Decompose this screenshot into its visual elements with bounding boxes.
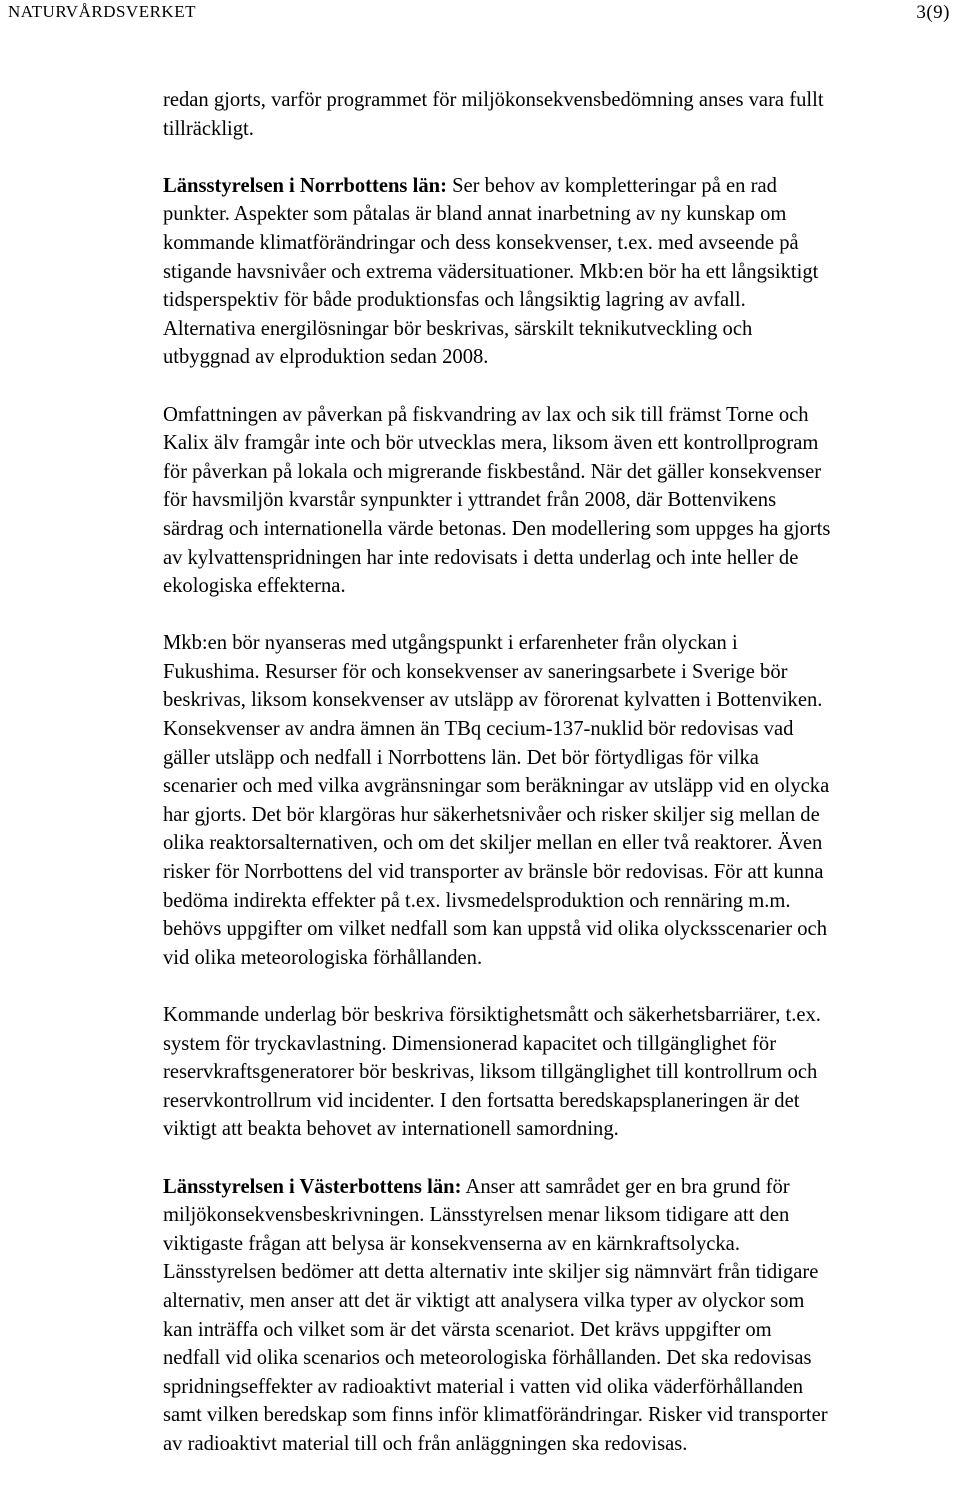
text-line: behövs uppgifter om vilket nedfall som kan uppstå vid olika olycksscenarier och [163, 918, 827, 941]
text-line: Alternativa energilösningar bör beskrivas, särskilt teknikutveckling och [163, 317, 753, 340]
text-line: ekologiska effekterna. [163, 575, 346, 598]
text-line: miljökonsekvensbeskrivningen. Länsstyrelsen menar liksom tidigare att den [163, 1204, 790, 1227]
text-line: för påverkan på lokala och migrerande fiskbestånd. När det gäller konsekvenser [163, 460, 822, 483]
text-line: särdrag och internationella värde betonas. Den modellering som uppges ha gjorts [163, 517, 831, 540]
text-line: samt vilken beredskap som finns inför klimatförändringar. Risker vid transporter [163, 1404, 828, 1427]
text-line: har gjorts. Det bör klargöras hur säkerhetsnivåer och risker skiljer sig mellan de [163, 803, 820, 826]
text-line: Mkb:en bör nyanseras med utgångspunkt i erfarenheter från olyckan i [163, 632, 738, 655]
text-line: nedfall vid olika scenarios och meteorologiska förhållanden. Det ska redovisas [163, 1347, 812, 1370]
text-line: tidsperspektiv för både produktionsfas och långsiktig lagring av avfall. [163, 289, 746, 312]
agency-name: NATURVÅRDSVERKET [8, 2, 196, 21]
text-line: spridningseffekter av radioaktivt material i vatten vid olika väderförhållanden [163, 1375, 804, 1398]
text-line: Länsstyrelsen bedömer att detta alternativ inte skiljer sig nämnvärt från tidigare [163, 1261, 819, 1284]
text-line: viktigt att beakta behovet av internationell samordning. [163, 1118, 619, 1141]
paragraph [163, 1001, 955, 1144]
text-line: risker för Norrbottens del vid transporter av bränsle bör redovisas. För att kunna [163, 861, 824, 884]
text-line: vid olika meteorologiska förhållanden. [163, 946, 483, 969]
text-line: utbyggnad av elproduktion sedan 2008. [163, 346, 489, 369]
text-line: redan gjorts, varför programmet för miljökonsekvensbedömning anses vara fullt [163, 89, 824, 111]
text-line: av kylvattenspridningen har inte redovisats i detta underlag och inte heller de [163, 546, 799, 569]
text-line: alternativ, men anser att det är viktigt att analysera vilka typer av olyckor som [163, 1289, 805, 1312]
paragraph-vasterbotten [163, 1173, 955, 1459]
text-line: olika reaktorsalternativen, och om det skiljer mellan en eller två reaktorer. Även [163, 832, 823, 855]
text-line: reservkontrollrum vid incidenter. I den fortsatta beredskapsplaneringen är det [163, 1089, 800, 1112]
paragraph [163, 86, 955, 143]
text-line: kan inträffa och vilket som är det värsta scenariot. Det krävs uppgifter om [163, 1318, 772, 1341]
text-line [163, 1173, 955, 1202]
text-line: reservkraftsgeneratorer bör beskrivas, liksom tillgänglighet till kontrollrum och [163, 1061, 818, 1084]
text-line: viktigaste frågan att belysa är konsekvenserna av en kärnkraftsolycka. [163, 1232, 740, 1255]
page-number: 3(9) [916, 2, 950, 23]
text-run: Ser behov av kompletteringar på en rad [446, 174, 777, 197]
text-run: Anser att samrådet ger en bra grund för [461, 1175, 790, 1198]
text-line: Kalix älv framgår inte och bör utvecklas mera, liksom även ett kontrollprogram [163, 432, 819, 455]
text-line: punkter. Aspekter som påtalas är bland annat inarbetning av ny kunskap om [163, 203, 787, 226]
text-line: Omfattningen av påverkan på fiskvandring av lax och sik till främst Torne och [163, 403, 809, 426]
text-line: av radioaktivt material till och från anläggningen ska redovisas. [163, 1432, 688, 1455]
text-line: scenarier och med vilka avgränsningar som beräkningar av utsläpp vid en olycka [163, 775, 830, 798]
paragraph-norrbotten [163, 172, 955, 372]
text-line: stigande havsnivåer och extrema vädersituationer. Mkb:en bör ha ett långsiktigt [163, 260, 819, 283]
paragraph [163, 401, 955, 601]
text-line: Kommande underlag bör beskriva försiktighetsmått och säkerhetsbarriärer, t.ex. [163, 1004, 821, 1026]
text-line: gäller utsläpp och nedfall i Norrbottens län. Det bör förtydligas för vilka [163, 746, 759, 769]
organization-heading: Länsstyrelsen i Västerbottens län: [163, 1175, 462, 1198]
text-line: beskrivas, liksom konsekvenser av utsläpp av förorenat kylvatten i Bottenviken. [163, 689, 823, 712]
text-line: tillräckligt. [163, 117, 254, 140]
text-line [163, 172, 955, 201]
text-line: för havsmiljön kvarstår synpunkter i yttrandet från 2008, där Bottenvikens [163, 489, 777, 512]
paragraph [163, 629, 955, 972]
document-body [163, 86, 955, 1487]
text-line: Konsekvenser av andra ämnen än TBq cecium-137-nuklid bör redovisas vad [163, 718, 794, 741]
text-line: bedöma indirekta effekter på t.ex. livsmedelsproduktion och rennäring m.m. [163, 889, 791, 912]
text-line: kommande klimatförändringar och dess konsekvenser, t.ex. med avseende på [163, 231, 799, 254]
text-line: system för tryckavlastning. Dimensionerad kapacitet och tillgänglighet för [163, 1032, 777, 1055]
organization-heading: Länsstyrelsen i Norrbottens län: [163, 174, 447, 197]
page-header [8, 2, 950, 28]
text-line: Fukushima. Resurser för och konsekvenser av saneringsarbete i Sverige bör [163, 660, 788, 683]
